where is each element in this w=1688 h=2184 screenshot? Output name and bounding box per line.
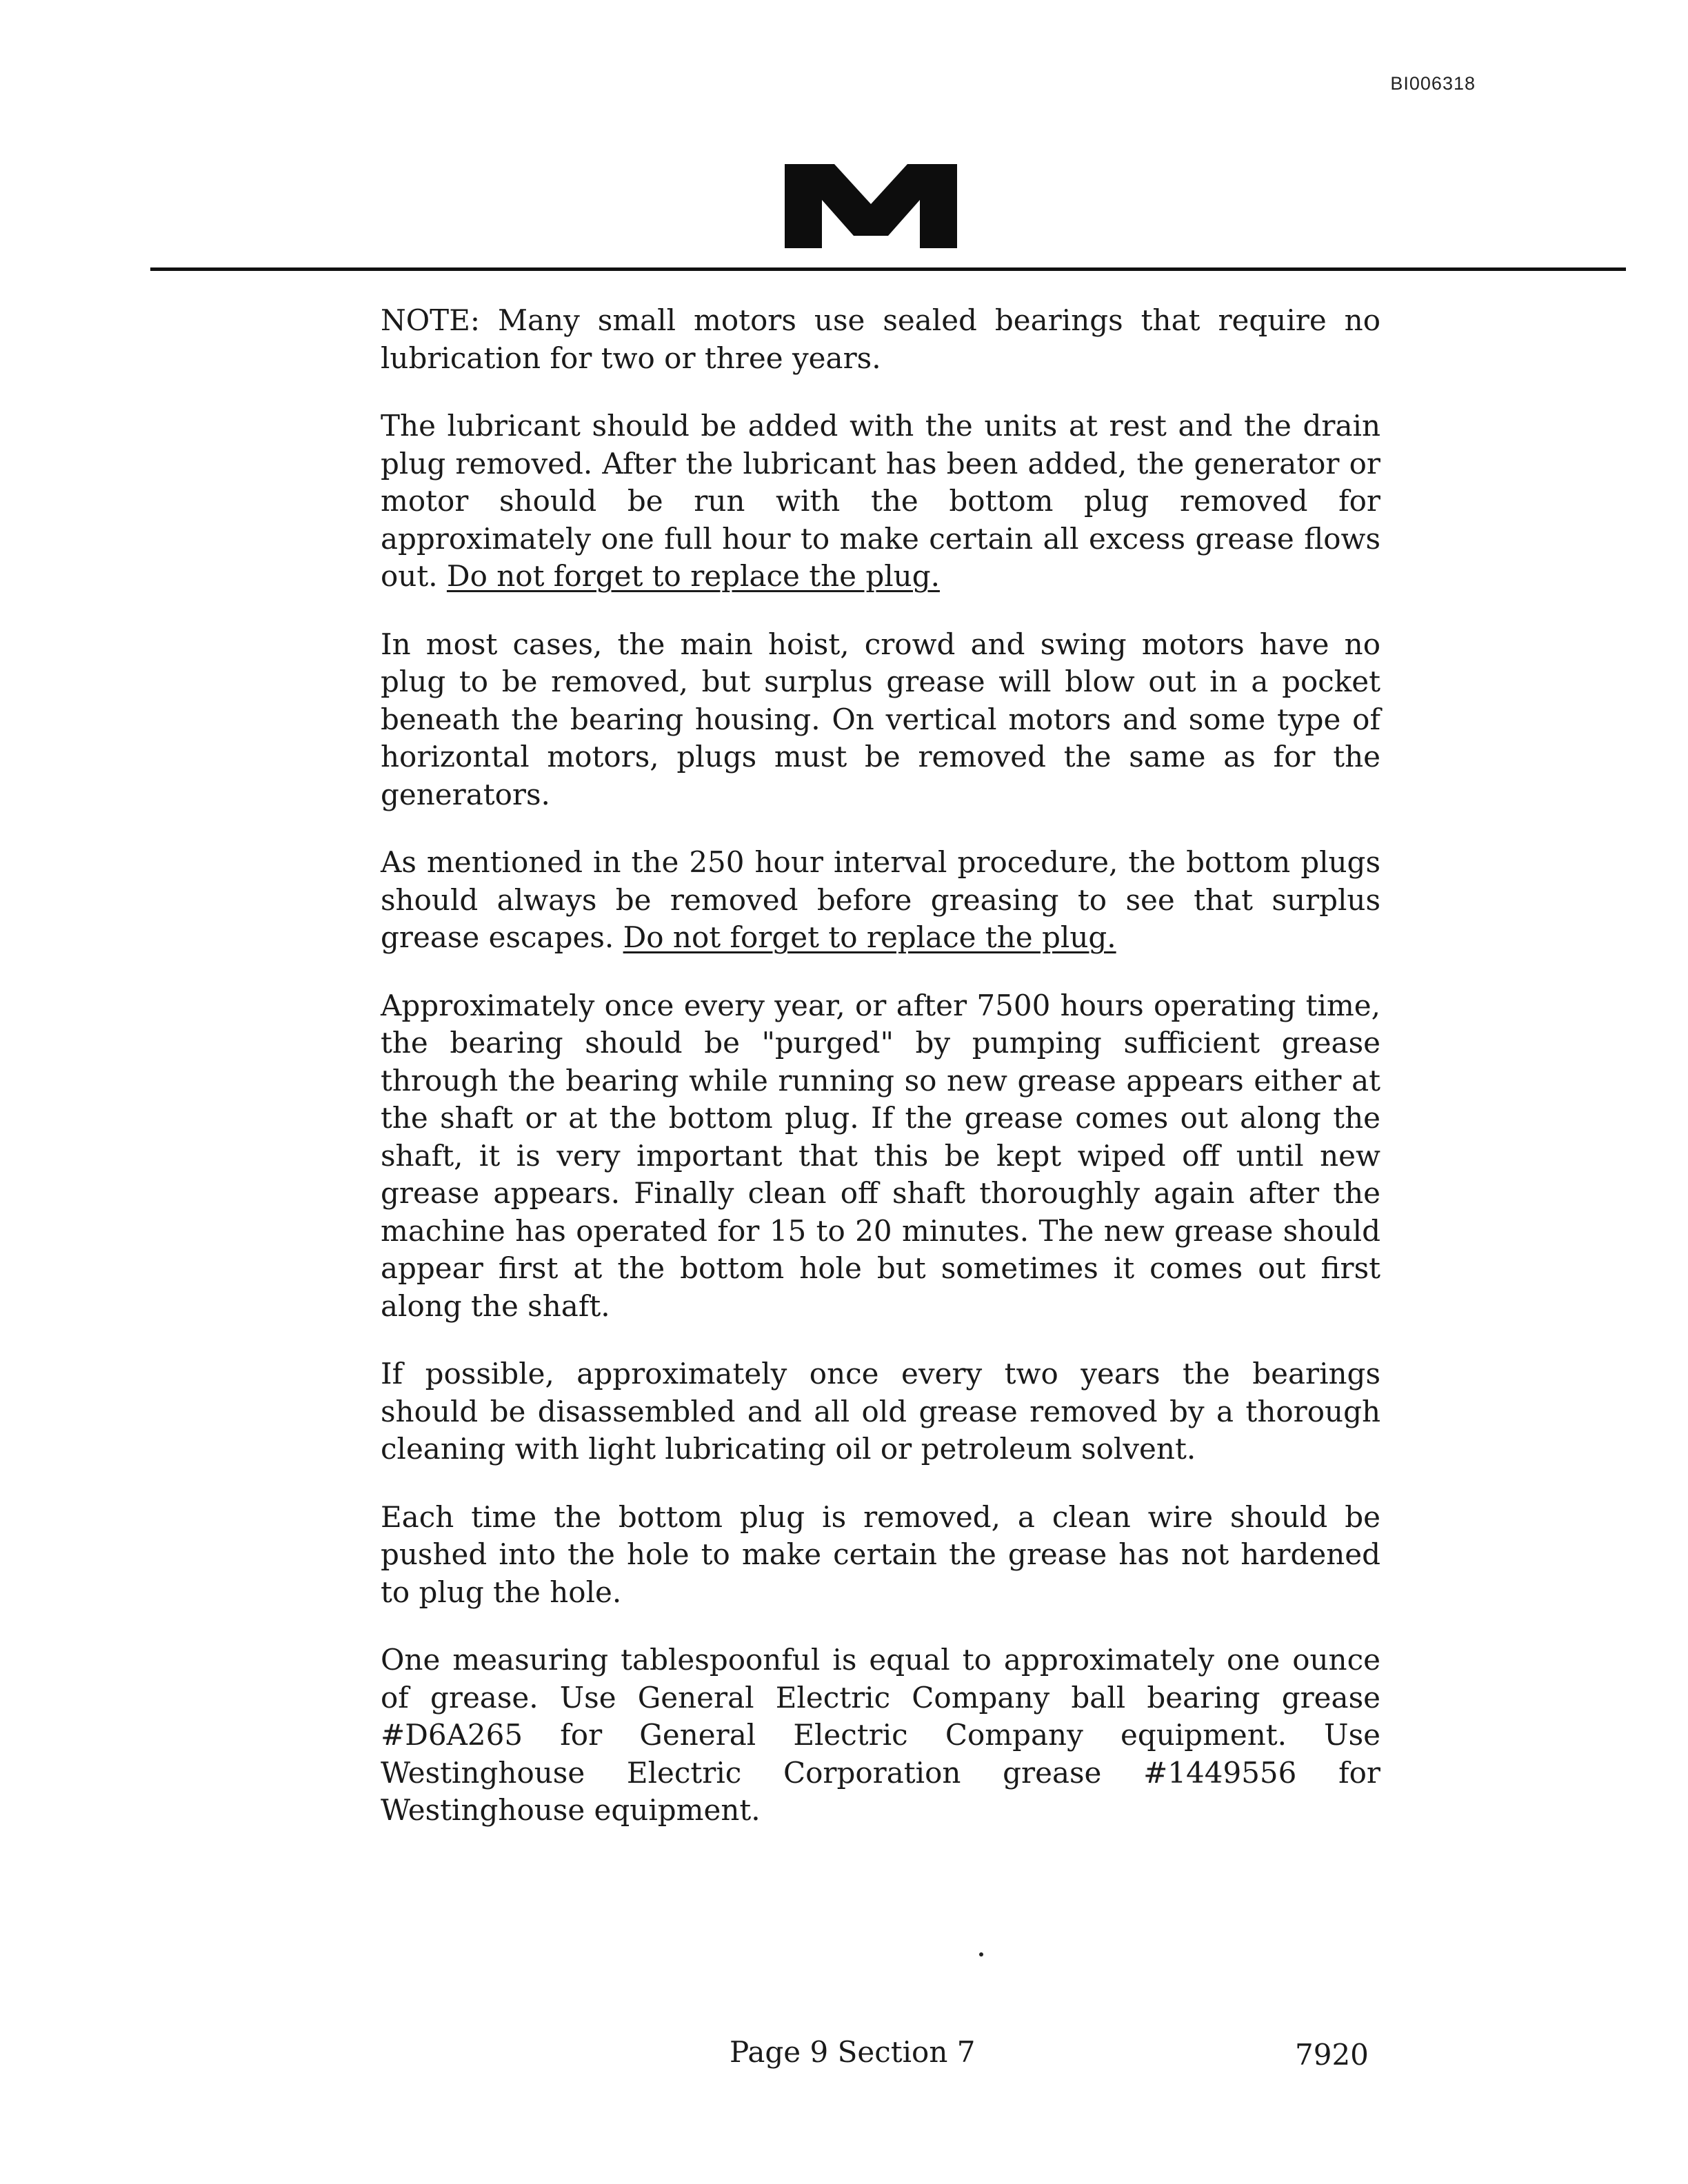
underlined-warning: Do not forget to replace the plug. xyxy=(446,559,940,593)
page-footer-number: 7920 xyxy=(1295,2038,1369,2072)
company-logo-icon xyxy=(785,164,957,248)
page-footer-label: Page 9 Section 7 xyxy=(730,2035,976,2069)
paragraph-text: As mentioned in the 250 hour interval procedure, the bottom plugs should always be removed before greasing to see that surplus grease escapes. xyxy=(381,845,1380,954)
paragraph-text: In most cases, the main hoist, crowd and swing motors have no plug to be removed, but surplus grease will blow out in a pocket beneath the bearing housing. On vertical motors and some type of horizontal motors, plugs must be removed the same as for the generators. xyxy=(381,627,1380,811)
header-rule xyxy=(150,267,1626,271)
paragraph-disassemble xyxy=(381,1355,1380,1468)
paragraph-purge xyxy=(381,987,1380,1326)
paragraph-note xyxy=(381,302,1380,377)
paragraph-250-hour xyxy=(381,844,1380,957)
paragraph-text: If possible, approximately once every two years the bearings should be disassembled and all old grease removed by a thorough cleaning with light lubricating oil or petroleum solvent. xyxy=(381,1357,1380,1466)
underlined-warning: Do not forget to replace the plug. xyxy=(623,920,1116,954)
paragraph-text: The lubricant should be added with the units at rest and the drain plug removed. After the lubricant has been added, the generator or motor should be run with the bottom plug removed for approximately one full hour to make certain all excess grease flows out. xyxy=(381,409,1380,593)
document-body xyxy=(381,302,1380,1860)
paragraph-text: One measuring tablespoonful is equal to approximately one ounce of grease. Use General Electric Company ball bearing grease #D6A265 for General Electric Company equipment. Use Westinghouse Electric Corporation grease #1449556 for Westinghouse equipment. xyxy=(381,1643,1380,1827)
paragraph-text: Approximately once every year, or after 7500 hours operating time, the bearing should be "purged" by pumping sufficient grease through the bearing while running so new grease appears either at the shaft or at the bottom plug. If the grease comes out along the shaft, it is very important that this be kept wiped off until new grease appears. Finally clean off shaft thoroughly again after the machine has operated for 15 to 20 minutes. The new grease should appear first at the bottom hole but sometimes it comes out first along the shaft. xyxy=(381,988,1380,1323)
paragraph-wire xyxy=(381,1499,1380,1612)
scan-speck xyxy=(979,1952,983,1957)
paragraph-text: Each time the bottom plug is removed, a clean wire should be pushed into the hole to make certain the grease has not hardened to plug the hole. xyxy=(381,1499,1380,1609)
paragraph-grease-spec xyxy=(381,1641,1380,1830)
document-id: BI006318 xyxy=(1390,73,1476,94)
paragraph-lubricant xyxy=(381,407,1380,596)
paragraph-motors xyxy=(381,626,1380,814)
paragraph-text: NOTE: Many small motors use sealed bearings that require no lubrication for two or three years. xyxy=(381,303,1380,375)
